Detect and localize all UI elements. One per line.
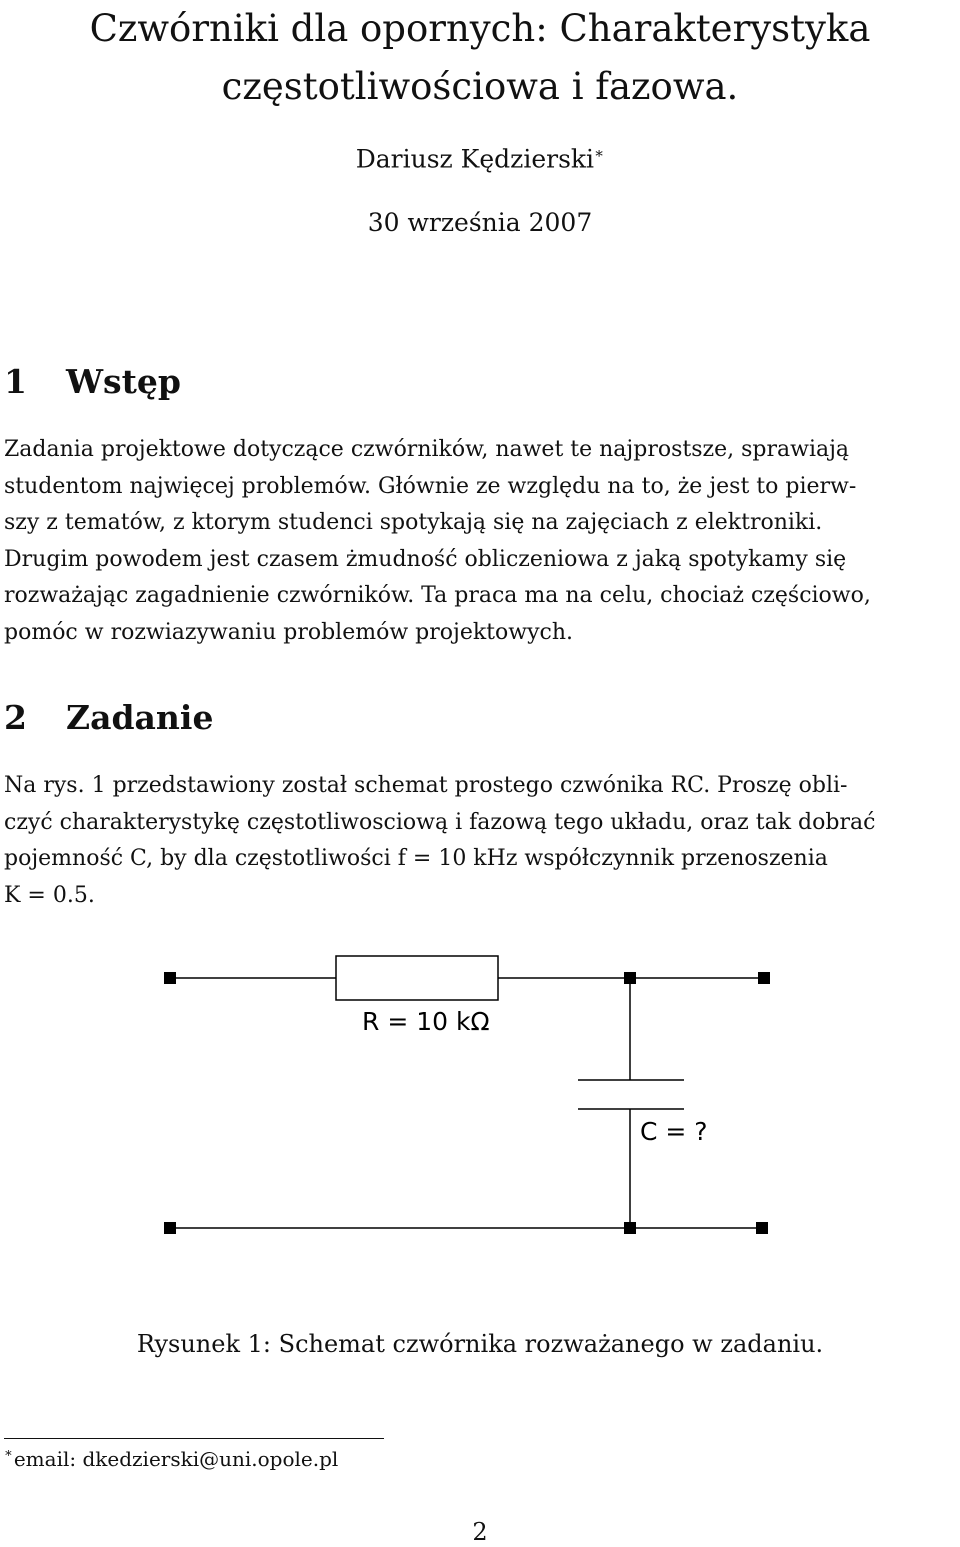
section-1-paragraph — [4, 432, 956, 651]
terminal-input-bottom — [164, 1222, 176, 1234]
paragraph-line: czyć charakterystykę częstotliwosciową i fazową tego układu, oraz tak dobrać — [4, 809, 876, 835]
capacitor-label: C = ? — [640, 1117, 708, 1146]
junction-node-bottom — [624, 1222, 636, 1234]
author-footnote-mark: ∗ — [594, 144, 605, 162]
page-number: 2 — [472, 1518, 488, 1546]
rc-circuit-diagram — [0, 940, 960, 1280]
date: 30 września 2007 — [367, 208, 593, 237]
resistor-symbol — [336, 956, 498, 1000]
paragraph-line: Na rys. 1 przedstawiony został schemat prostego czwónika RC. Proszę obli- — [4, 773, 848, 798]
paper-title — [0, 0, 960, 116]
title-line-1: Czwórniki dla opornych: Charakterystyka — [89, 7, 871, 50]
section-number: 2 — [4, 698, 27, 737]
title-line-2: częstotliwościowa i fazowa. — [221, 65, 739, 108]
section-1-heading — [4, 362, 181, 401]
section-2-heading — [4, 698, 213, 737]
paragraph-line: Drugim powodem jest czasem żmudność obliczeniowa z jaką spotykamy się — [4, 546, 847, 572]
author — [0, 144, 960, 173]
junction-node-top — [624, 972, 636, 984]
paragraph-line: Zadania projektowe dotyczące czwórników, nawet te najprostsze, sprawiają — [4, 437, 850, 462]
section-title: Zadanie — [66, 698, 214, 737]
paragraph-line: studentom najwięcej problemów. Głównie ze względu na to, że jest to pierw- — [4, 473, 857, 499]
terminal-output-top — [758, 972, 770, 984]
terminal-input-top — [164, 972, 176, 984]
figure-caption: Rysunek 1: Schemat czwórnika rozważanego w zadaniu. — [136, 1330, 824, 1358]
section-number: 1 — [4, 362, 27, 401]
terminal-output-bottom — [756, 1222, 768, 1234]
section-2-paragraph — [4, 768, 956, 914]
author-name: Dariusz Kędzierski — [355, 144, 595, 174]
footnote-email: email: dkedzierski@uni.opole.pl — [13, 1447, 339, 1471]
paragraph-line: szy z tematów, z ktorym studenci spotykają się na zajęciach z elektroniki. — [4, 510, 823, 535]
paragraph-line: pomóc w rozwiazywaniu problemów projektowych. — [4, 619, 574, 645]
paragraph-line: rozważając zagadnienie czwórników. Ta praca ma na celu, chociaż częściowo, — [4, 583, 871, 608]
section-title: Wstęp — [66, 362, 181, 401]
footnote-rule — [4, 1438, 384, 1439]
footnote-mark: ∗ — [4, 1446, 13, 1461]
resistor-label: R = 10 kΩ — [362, 1007, 490, 1036]
paragraph-line: pojemność C, by dla częstotliwości f = 10 kHz współczynnik przenoszenia — [4, 846, 828, 871]
paragraph-line: K = 0.5. — [4, 882, 95, 908]
footnote — [4, 1446, 338, 1471]
